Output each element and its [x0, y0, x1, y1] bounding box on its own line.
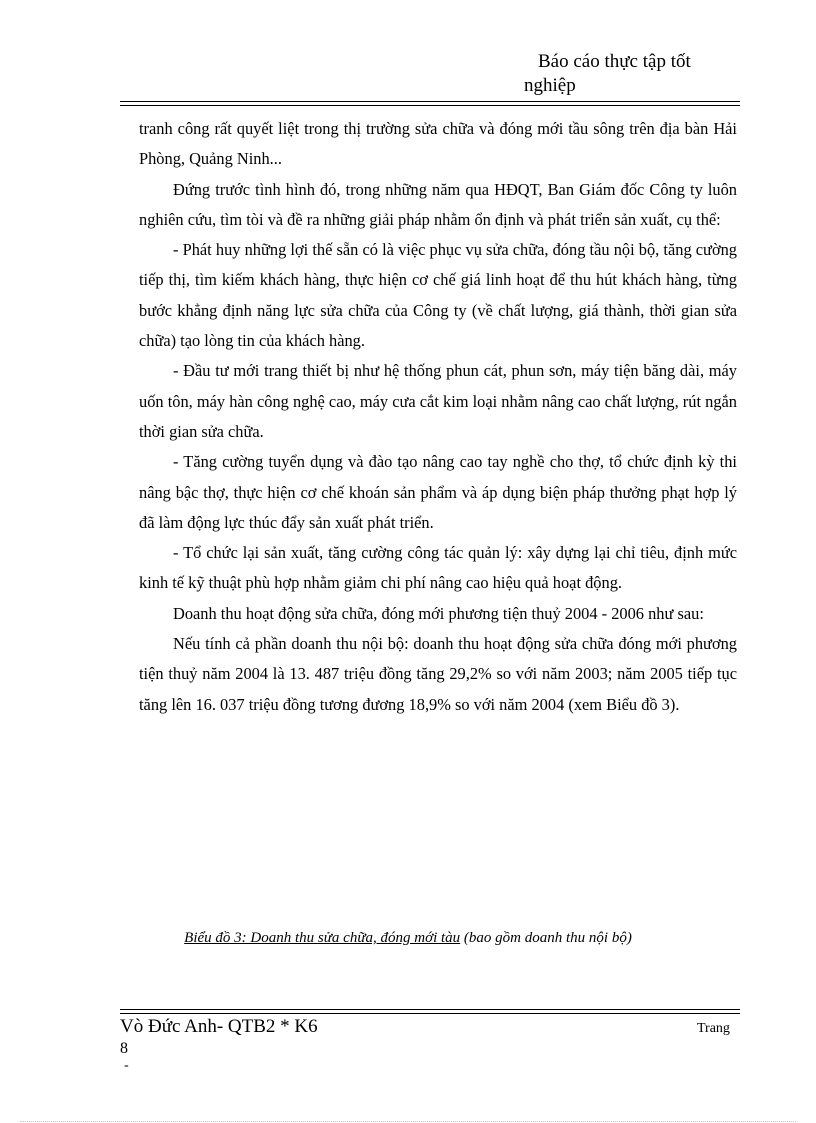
page-break-line	[20, 1121, 796, 1122]
footer-dash: -	[124, 1058, 129, 1073]
paragraph-situation: Đứng trước tình hình đó, trong những năm qua HĐQT, Ban Giám đốc Công ty luôn nghiên cứu, tìm tòi và đề ra những giải pháp nhằm ổn định và phát triển sản xuất, cụ thể:	[139, 179, 737, 229]
header-divider	[120, 101, 740, 106]
footer-divider	[120, 1009, 740, 1014]
chart-caption	[0, 930, 816, 947]
footer-page-label: Trang	[697, 1021, 730, 1036]
paragraph-measure-management: - Tổ chức lại sản xuất, tăng cường công tác quản lý: xây dựng lại chỉ tiêu, định mức kinh tế kỹ thuật phù hợp nhằm giảm chi phí nâng cao hiệu quả hoạt động.	[139, 543, 737, 593]
chart-caption-note: (bao gồm doanh thu nội bộ)	[460, 930, 632, 946]
paragraph-revenue-intro: Doanh thu hoạt động sửa chữa, đóng mới phương tiện thuỷ 2004 - 2006 như sau:	[173, 603, 704, 623]
footer-author: Vò Đức Anh- QTB2 * K6	[120, 1016, 318, 1037]
paragraph-continuation: tranh công rất quyết liệt trong thị trường sửa chữa và đóng mới tầu sông trên địa bàn Hải Phòng, Quảng Ninh...	[139, 119, 737, 169]
footer-page-number: 8	[120, 1040, 128, 1057]
paragraph-measure-equipment: - Đầu tư mới trang thiết bị như hệ thống phun cát, phun sơn, máy tiện băng dài, máy uốn tôn, máy hàn công nghệ cao, máy cưa cắt kim loại nhằm nâng cao chất lượng, rút ngắn thời gian sửa chữa.	[139, 361, 737, 441]
paragraph-measure-training: - Tăng cường tuyển dụng và đào tạo nâng cao tay nghề cho thợ, tổ chức định kỳ thi nâng bậc thợ, thực hiện cơ chế khoán sản phẩm và áp dụng biện pháp thưởng phạt hợp lý đã làm động lực thúc đẩy sản xuất phát triển.	[139, 452, 737, 532]
header-title-line1: Báo cáo thực tập tốt	[538, 51, 691, 72]
chart-caption-label: Biểu đồ 3: Doanh thu sửa chữa, đóng mới tàu	[184, 930, 461, 946]
page-header	[0, 48, 816, 108]
header-title-line2: nghiệp	[524, 75, 576, 96]
body-text	[139, 114, 737, 720]
paragraph-revenue-details: Nếu tính cả phần doanh thu nội bộ: doanh thu hoạt động sửa chữa đóng mới phương tiện thuỷ năm 2004 là 13. 487 triệu đồng tăng 29,2% so với năm 2003; năm 2005 tiếp tục tăng lên 16. 037 triệu đồng tương đương 18,9% so với năm 2004 (xem Biểu đồ 3).	[139, 634, 737, 714]
paragraph-measure-advantages: - Phát huy những lợi thế sẵn có là việc phục vụ sửa chữa, đóng tầu nội bộ, tăng cường tiếp thị, tìm kiếm khách hàng, thực hiện cơ chế giá linh hoạt để thu hút khách hàng, từng bước khẳng định năng lực sửa chữa của Công ty (về chất lượng, giá thành, thời gian sửa chữa) tạo lòng tin của khách hàng.	[139, 240, 737, 351]
